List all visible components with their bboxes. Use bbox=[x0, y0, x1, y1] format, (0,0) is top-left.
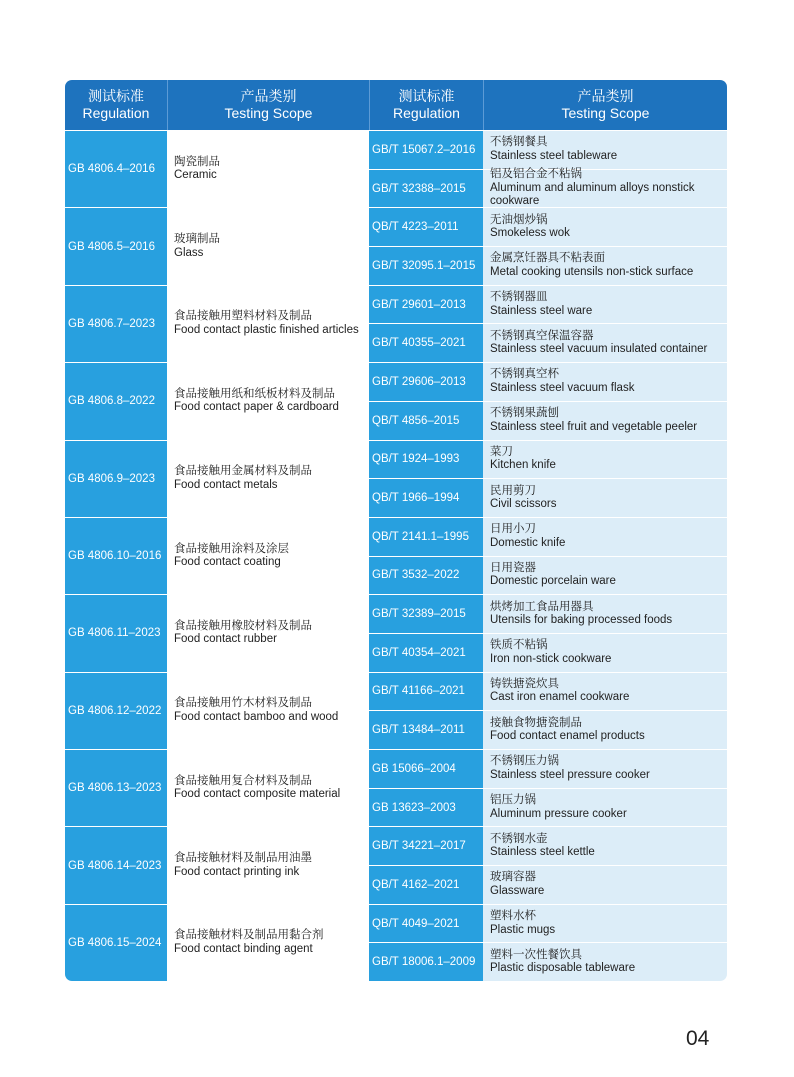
scope-cn-label: 食品接触用橡胶材料及制品 bbox=[174, 619, 312, 632]
sub-scope-cell bbox=[483, 169, 727, 208]
main-regulation-cell: GB 4806.15–2024 bbox=[65, 904, 167, 981]
scope-cn-label: 无油烟炒锅 bbox=[490, 213, 548, 226]
sub-regulation-cell: GB/T 29606–2013 bbox=[369, 362, 483, 401]
main-regulation-cell: GB 4806.12–2022 bbox=[65, 672, 167, 749]
sub-regulation-cell: QB/T 1924–1993 bbox=[369, 440, 483, 479]
scope-en-label: Civil scissors bbox=[490, 498, 557, 511]
scope-cn-label: 食品接触用金属材料及制品 bbox=[174, 465, 312, 478]
main-scope-cell bbox=[167, 826, 369, 903]
sub-regulation-cell: GB/T 32389–2015 bbox=[369, 594, 483, 633]
scope-cn-label: 食品接触材料及制品用黏合剂 bbox=[174, 929, 324, 942]
sub-scope-cell bbox=[483, 362, 727, 401]
scope-en-label: Food contact paper & cardboard bbox=[174, 401, 339, 414]
main-scope-cell bbox=[167, 904, 369, 981]
scope-cn-label: 玻璃容器 bbox=[490, 871, 536, 884]
sub-scope-cell bbox=[483, 556, 727, 595]
header-regulation-2 bbox=[369, 80, 483, 130]
main-scope-cell bbox=[167, 440, 369, 517]
sub-scope-cell bbox=[483, 401, 727, 440]
scope-en-label: Stainless steel tableware bbox=[490, 149, 618, 162]
main-regulation-cell: GB 4806.10–2016 bbox=[65, 517, 167, 594]
header-scope-2 bbox=[483, 80, 727, 130]
scope-cn-label: 不锈钢压力锅 bbox=[490, 755, 559, 768]
scope-cn-label: 不锈钢真空保温容器 bbox=[490, 329, 594, 342]
scope-en-label: Utensils for baking processed foods bbox=[490, 614, 673, 627]
scope-cn-label: 日用小刀 bbox=[490, 523, 536, 536]
scope-cn-label: 铸铁搪瓷炊具 bbox=[490, 677, 559, 690]
header-label-en: Regulation bbox=[393, 105, 460, 121]
main-scope-cell bbox=[167, 672, 369, 749]
scope-cn-label: 玻璃制品 bbox=[174, 233, 220, 246]
scope-en-label: Stainless steel pressure cooker bbox=[490, 768, 650, 781]
scope-en-label: Aluminum and aluminum alloys nonstick bbox=[490, 181, 695, 194]
scope-en-label: Metal cooking utensils non-stick surface bbox=[490, 265, 694, 278]
main-scope-cell bbox=[167, 362, 369, 439]
scope-cn-label: 塑料一次性餐饮具 bbox=[490, 948, 582, 961]
scope-en-label: Ceramic bbox=[174, 169, 217, 182]
sub-regulation-cell: QB/T 4162–2021 bbox=[369, 865, 483, 904]
scope-en-label: Stainless steel fruit and vegetable peeler bbox=[490, 420, 698, 433]
header-scope-1 bbox=[167, 80, 369, 130]
main-scope-cell bbox=[167, 130, 369, 207]
main-regulation-cell: GB 4806.9–2023 bbox=[65, 440, 167, 517]
sub-scope-cell bbox=[483, 826, 727, 865]
scope-en-label: Domestic porcelain ware bbox=[490, 575, 616, 588]
scope-en-label: Food contact rubber bbox=[174, 633, 277, 646]
sub-scope-cell bbox=[483, 323, 727, 362]
scope-cn-label: 食品接触用纸和纸板材料及制品 bbox=[174, 387, 335, 400]
scope-en-label: Food contact binding agent bbox=[174, 942, 313, 955]
scope-cn-label: 铝压力锅 bbox=[490, 794, 536, 807]
sub-regulation-cell: GB/T 3532–2022 bbox=[369, 556, 483, 595]
page-number: 04 bbox=[686, 1027, 710, 1050]
scope-en-label: Cast iron enamel cookware bbox=[490, 691, 630, 704]
sub-regulation-cell: GB 13623–2003 bbox=[369, 788, 483, 827]
sub-regulation-cell: GB/T 18006.1–2009 bbox=[369, 942, 483, 981]
sub-scope-cell bbox=[483, 246, 727, 285]
scope-en-label: Plastic disposable tableware bbox=[490, 962, 636, 975]
main-regulation-cell: GB 4806.13–2023 bbox=[65, 749, 167, 826]
main-scope-cell bbox=[167, 517, 369, 594]
sub-regulation-cell: GB/T 32388–2015 bbox=[369, 169, 483, 208]
scope-cn-label: 金属烹饪器具不粘表面 bbox=[490, 252, 605, 265]
sub-regulation-cell: GB/T 40355–2021 bbox=[369, 323, 483, 362]
sub-scope-cell bbox=[483, 633, 727, 672]
main-scope-cell bbox=[167, 207, 369, 284]
main-regulation-cell: GB 4806.11–2023 bbox=[65, 594, 167, 671]
sub-regulation-cell: GB/T 13484–2011 bbox=[369, 710, 483, 749]
sub-scope-cell bbox=[483, 517, 727, 556]
scope-cn-label: 不锈钢真空杯 bbox=[490, 368, 559, 381]
scope-en-label: Food contact bamboo and wood bbox=[174, 710, 339, 723]
scope-cn-label: 不锈钢器皿 bbox=[490, 291, 548, 304]
main-regulation-cell: GB 4806.7–2023 bbox=[65, 285, 167, 362]
sub-regulation-cell: GB/T 40354–2021 bbox=[369, 633, 483, 672]
scope-en-label: Food contact printing ink bbox=[174, 865, 300, 878]
scope-en-label: Food contact plastic finished articles bbox=[174, 323, 359, 336]
scope-cn-label: 不锈钢水壶 bbox=[490, 832, 548, 845]
scope-en-label: Stainless steel ware bbox=[490, 304, 593, 317]
sub-regulation-cell: QB/T 4223–2011 bbox=[369, 207, 483, 246]
scope-cn-label: 食品接触用塑料材料及制品 bbox=[174, 310, 312, 323]
sub-regulation-cell: QB/T 2141.1–1995 bbox=[369, 517, 483, 556]
sub-regulation-cell: GB/T 41166–2021 bbox=[369, 672, 483, 711]
main-scope-cell bbox=[167, 749, 369, 826]
scope-en-label: cookware bbox=[490, 195, 540, 208]
scope-en-label: Glassware bbox=[490, 884, 545, 897]
sub-scope-cell bbox=[483, 904, 727, 943]
header-label-en: Testing Scope bbox=[224, 105, 313, 121]
sub-scope-cell bbox=[483, 865, 727, 904]
header-label-en: Testing Scope bbox=[561, 105, 650, 121]
scope-en-label: Aluminum pressure cooker bbox=[490, 807, 627, 820]
sub-scope-cell bbox=[483, 130, 727, 169]
scope-en-label: Plastic mugs bbox=[490, 923, 556, 936]
scope-cn-label: 食品接触用复合材料及制品 bbox=[174, 774, 312, 787]
sub-scope-cell bbox=[483, 207, 727, 246]
scope-cn-label: 民用剪刀 bbox=[490, 484, 536, 497]
scope-en-label: Stainless steel kettle bbox=[490, 846, 595, 859]
sub-scope-cell bbox=[483, 788, 727, 827]
main-regulation-cell: GB 4806.14–2023 bbox=[65, 826, 167, 903]
scope-cn-label: 塑料水杯 bbox=[490, 910, 536, 923]
sub-regulation-cell: GB/T 29601–2013 bbox=[369, 285, 483, 324]
scope-en-label: Stainless steel vacuum insulated container bbox=[490, 343, 708, 356]
scope-cn-label: 食品接触用涂料及涂层 bbox=[174, 542, 289, 555]
sub-scope-cell bbox=[483, 594, 727, 633]
scope-en-label: Kitchen knife bbox=[490, 459, 556, 472]
main-scope-cell bbox=[167, 594, 369, 671]
scope-cn-label: 食品接触用竹木材料及制品 bbox=[174, 697, 312, 710]
scope-cn-label: 铝及铝合金不粘锅 bbox=[490, 168, 582, 181]
main-regulation-cell: GB 4806.8–2022 bbox=[65, 362, 167, 439]
sub-scope-cell bbox=[483, 749, 727, 788]
scope-en-label: Food contact coating bbox=[174, 556, 281, 569]
regulation-table bbox=[65, 80, 727, 981]
sub-regulation-cell: QB/T 1966–1994 bbox=[369, 478, 483, 517]
sub-regulation-cell: GB/T 15067.2–2016 bbox=[369, 130, 483, 169]
sub-regulation-cell: GB/T 34221–2017 bbox=[369, 826, 483, 865]
scope-cn-label: 烘烤加工食品用器具 bbox=[490, 600, 594, 613]
sub-regulation-cell: QB/T 4856–2015 bbox=[369, 401, 483, 440]
header-regulation-1 bbox=[65, 80, 167, 130]
header-label-cn: 产品类别 bbox=[240, 88, 297, 104]
scope-cn-label: 铁质不粘锅 bbox=[490, 639, 548, 652]
scope-cn-label: 接触食物搪瓷制品 bbox=[490, 716, 582, 729]
scope-cn-label: 菜刀 bbox=[490, 445, 513, 458]
scope-en-label: Iron non-stick cookware bbox=[490, 652, 612, 665]
scope-en-label: Smokeless wok bbox=[490, 227, 570, 240]
sub-scope-cell bbox=[483, 672, 727, 711]
main-regulation-cell: GB 4806.5–2016 bbox=[65, 207, 167, 284]
scope-en-label: Food contact enamel products bbox=[490, 730, 645, 743]
main-scope-cell bbox=[167, 285, 369, 362]
sub-regulation-cell: GB/T 32095.1–2015 bbox=[369, 246, 483, 285]
sub-scope-cell bbox=[483, 942, 727, 981]
sub-regulation-cell: QB/T 4049–2021 bbox=[369, 904, 483, 943]
scope-en-label: Food contact composite material bbox=[174, 788, 341, 801]
header-label-en: Regulation bbox=[82, 105, 150, 121]
header-label-cn: 测试标准 bbox=[398, 88, 455, 104]
header-label-cn: 产品类别 bbox=[577, 88, 634, 104]
sub-scope-cell bbox=[483, 710, 727, 749]
scope-cn-label: 陶瓷制品 bbox=[174, 155, 220, 168]
scope-cn-label: 食品接触材料及制品用油墨 bbox=[174, 852, 312, 865]
scope-en-label: Stainless steel vacuum flask bbox=[490, 381, 635, 394]
sub-regulation-cell: GB 15066–2004 bbox=[369, 749, 483, 788]
scope-en-label: Domestic knife bbox=[490, 536, 566, 549]
sub-scope-cell bbox=[483, 440, 727, 479]
main-regulation-cell: GB 4806.4–2016 bbox=[65, 130, 167, 207]
scope-cn-label: 不锈钢餐具 bbox=[490, 136, 548, 149]
header-label-cn: 测试标准 bbox=[88, 88, 144, 104]
scope-en-label: Glass bbox=[174, 246, 204, 259]
sub-scope-cell bbox=[483, 478, 727, 517]
sub-scope-cell bbox=[483, 285, 727, 324]
scope-cn-label: 不锈钢果蔬刨 bbox=[490, 407, 559, 420]
scope-cn-label: 日用瓷器 bbox=[490, 561, 536, 574]
scope-en-label: Food contact metals bbox=[174, 478, 278, 491]
